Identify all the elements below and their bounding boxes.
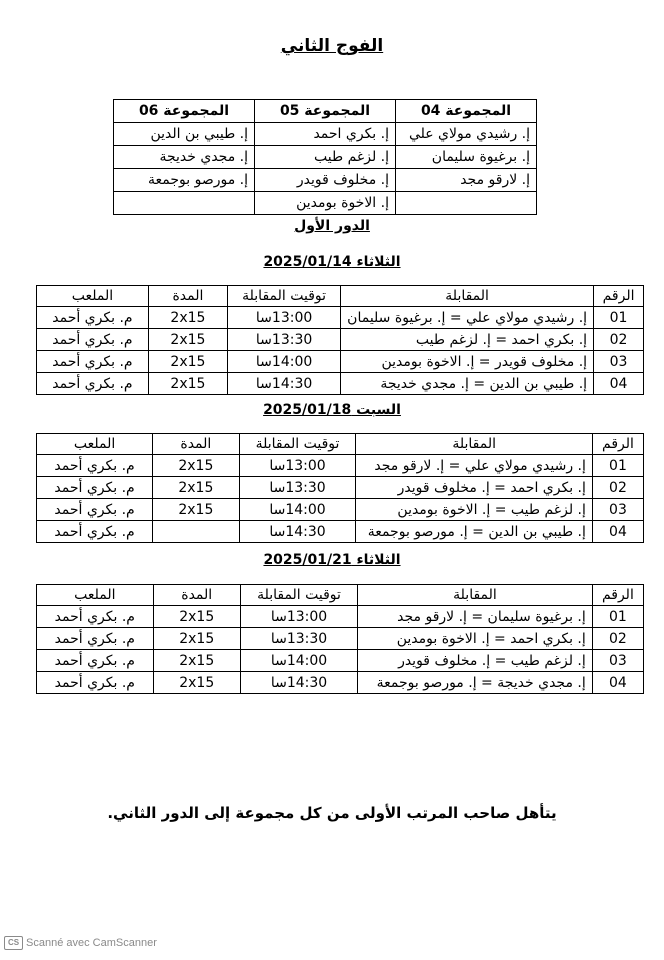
group-header: المجموعة 06 bbox=[114, 100, 255, 123]
match-number: 04 bbox=[594, 373, 644, 395]
match-time: 14:30سا bbox=[240, 672, 357, 694]
table-row bbox=[37, 672, 644, 694]
match-time: 14:00سا bbox=[239, 499, 356, 521]
match-field: م. بكري أحمد bbox=[37, 477, 153, 499]
match-duration: 2x15 bbox=[153, 650, 240, 672]
match-duration: 2x15 bbox=[153, 455, 239, 477]
groups-row bbox=[114, 169, 537, 192]
watermark-text: Scanné avec CamScanner bbox=[26, 937, 157, 949]
match-teams: إ. لزغم طيب = إ. مخلوف قويدر bbox=[358, 650, 593, 672]
table-row bbox=[37, 455, 644, 477]
match-time: 14:30سا bbox=[239, 521, 356, 543]
match-duration: 2x15 bbox=[148, 329, 227, 351]
camscanner-watermark bbox=[4, 936, 157, 950]
match-teams: إ. مجدي خديجة = إ. مورصو بوجمعة bbox=[358, 672, 593, 694]
matches-header-row bbox=[37, 585, 644, 606]
matches-table bbox=[36, 433, 644, 543]
match-time: 13:00سا bbox=[240, 606, 357, 628]
match-number: 02 bbox=[592, 477, 643, 499]
match-teams: إ. طيبي بن الدين = إ. مورصو بوجمعة bbox=[356, 521, 592, 543]
qualification-note: يتأهل صاحب المرتب الأولى من كل مجموعة إلى الدور الثاني. bbox=[107, 804, 557, 822]
match-teams: إ. رشيدي مولاي علي = إ. لارقو مجد bbox=[356, 455, 592, 477]
match-number: 01 bbox=[592, 606, 643, 628]
col-header-duration: المدة bbox=[153, 434, 239, 455]
match-time: 14:00سا bbox=[228, 351, 341, 373]
table-row bbox=[37, 307, 644, 329]
match-duration: 2x15 bbox=[148, 373, 227, 395]
group-header: المجموعة 05 bbox=[255, 100, 396, 123]
group-team: إ. لزغم طيب bbox=[255, 146, 396, 169]
col-header-number: الرقم bbox=[592, 585, 643, 606]
date-title: السبت 2025/01/18 bbox=[263, 402, 401, 418]
groups-row bbox=[114, 123, 537, 146]
col-header-field: الملعب bbox=[37, 585, 154, 606]
table-row bbox=[37, 521, 644, 543]
matches-table bbox=[36, 584, 644, 694]
match-time: 13:00سا bbox=[228, 307, 341, 329]
groups-row bbox=[114, 192, 537, 215]
date-title: الثلاثاء 2025/01/21 bbox=[263, 552, 401, 568]
match-field: م. بكري أحمد bbox=[37, 351, 149, 373]
table-row bbox=[37, 499, 644, 521]
col-header-match: المقابلة bbox=[358, 585, 593, 606]
match-number: 03 bbox=[592, 499, 643, 521]
round-title: الدور الأول bbox=[294, 218, 370, 234]
match-teams: إ. رشيدي مولاي علي = إ. برغيوة سليمان bbox=[341, 307, 594, 329]
table-row bbox=[37, 351, 644, 373]
match-time: 14:30سا bbox=[228, 373, 341, 395]
match-teams: إ. طيبي بن الدين = إ. مجدي خديجة bbox=[341, 373, 594, 395]
page-title: الفوج الثاني bbox=[280, 36, 384, 56]
match-number: 01 bbox=[592, 455, 643, 477]
groups-header-row bbox=[114, 100, 537, 123]
table-row bbox=[37, 650, 644, 672]
match-duration: 2x15 bbox=[153, 477, 239, 499]
match-number: 01 bbox=[594, 307, 644, 329]
col-header-duration: المدة bbox=[148, 286, 227, 307]
match-time: 13:30سا bbox=[239, 477, 356, 499]
camscanner-logo-icon: CS bbox=[4, 936, 23, 950]
match-teams: إ. لزغم طيب = إ. الاخوة بومدين bbox=[356, 499, 592, 521]
date-title: الثلاثاء 2025/01/14 bbox=[263, 254, 401, 270]
match-number: 02 bbox=[594, 329, 644, 351]
match-number: 04 bbox=[592, 672, 643, 694]
table-row bbox=[37, 477, 644, 499]
match-duration: 2x15 bbox=[153, 499, 239, 521]
matches-header-row bbox=[37, 434, 644, 455]
col-header-match: المقابلة bbox=[341, 286, 594, 307]
table-row bbox=[37, 628, 644, 650]
table-row bbox=[37, 329, 644, 351]
match-teams: إ. برغيوة سليمان = إ. لارقو مجد bbox=[358, 606, 593, 628]
match-field: م. بكري أحمد bbox=[37, 373, 149, 395]
table-row bbox=[37, 606, 644, 628]
group-team: إ. طيبي بن الدين bbox=[114, 123, 255, 146]
group-team bbox=[114, 192, 255, 215]
group-team: إ. مخلوف قويدر bbox=[255, 169, 396, 192]
match-number: 04 bbox=[592, 521, 643, 543]
match-duration: 2x15 bbox=[148, 351, 227, 373]
group-team: إ. برغيوة سليمان bbox=[396, 146, 537, 169]
groups-row bbox=[114, 146, 537, 169]
group-team: إ. مجدي خديجة bbox=[114, 146, 255, 169]
col-header-number: الرقم bbox=[594, 286, 644, 307]
match-field: م. بكري أحمد bbox=[37, 672, 154, 694]
group-team: إ. مورصو بوجمعة bbox=[114, 169, 255, 192]
match-number: 02 bbox=[592, 628, 643, 650]
group-team bbox=[396, 192, 537, 215]
match-time: 13:30سا bbox=[228, 329, 341, 351]
match-duration: 2x15 bbox=[148, 307, 227, 329]
group-team: إ. لارقو مجد bbox=[396, 169, 537, 192]
match-time: 13:30سا bbox=[240, 628, 357, 650]
match-duration: 2x15 bbox=[153, 672, 240, 694]
col-header-field: الملعب bbox=[37, 286, 149, 307]
match-field: م. بكري أحمد bbox=[37, 606, 154, 628]
matches-header-row bbox=[37, 286, 644, 307]
match-teams: إ. بكري احمد = إ. لزغم طيب bbox=[341, 329, 594, 351]
match-field: م. بكري أحمد bbox=[37, 521, 153, 543]
group-team: إ. بكري احمد bbox=[255, 123, 396, 146]
col-header-field: الملعب bbox=[37, 434, 153, 455]
col-header-duration: المدة bbox=[153, 585, 240, 606]
match-field: م. بكري أحمد bbox=[37, 499, 153, 521]
match-number: 03 bbox=[594, 351, 644, 373]
group-team: إ. رشيدي مولاي علي bbox=[396, 123, 537, 146]
group-team: إ. الاخوة بومدين bbox=[255, 192, 396, 215]
match-number: 03 bbox=[592, 650, 643, 672]
match-field: م. بكري أحمد bbox=[37, 628, 154, 650]
groups-table bbox=[113, 99, 537, 215]
match-time: 13:00سا bbox=[239, 455, 356, 477]
col-header-number: الرقم bbox=[592, 434, 643, 455]
match-field: م. بكري أحمد bbox=[37, 329, 149, 351]
col-header-time: توقيت المقابلة bbox=[228, 286, 341, 307]
table-row bbox=[37, 373, 644, 395]
match-teams: إ. بكري احمد = إ. الاخوة بومدين bbox=[358, 628, 593, 650]
matches-table bbox=[36, 285, 644, 395]
match-teams: إ. بكري احمد = إ. مخلوف قويدر bbox=[356, 477, 592, 499]
match-field: م. بكري أحمد bbox=[37, 650, 154, 672]
match-field: م. بكري أحمد bbox=[37, 455, 153, 477]
col-header-time: توقيت المقابلة bbox=[239, 434, 356, 455]
col-header-match: المقابلة bbox=[356, 434, 592, 455]
col-header-time: توقيت المقابلة bbox=[240, 585, 357, 606]
match-duration bbox=[153, 521, 239, 543]
match-time: 14:00سا bbox=[240, 650, 357, 672]
group-header: المجموعة 04 bbox=[396, 100, 537, 123]
match-field: م. بكري أحمد bbox=[37, 307, 149, 329]
match-duration: 2x15 bbox=[153, 606, 240, 628]
match-teams: إ. مخلوف قويدر = إ. الاخوة بومدين bbox=[341, 351, 594, 373]
match-duration: 2x15 bbox=[153, 628, 240, 650]
